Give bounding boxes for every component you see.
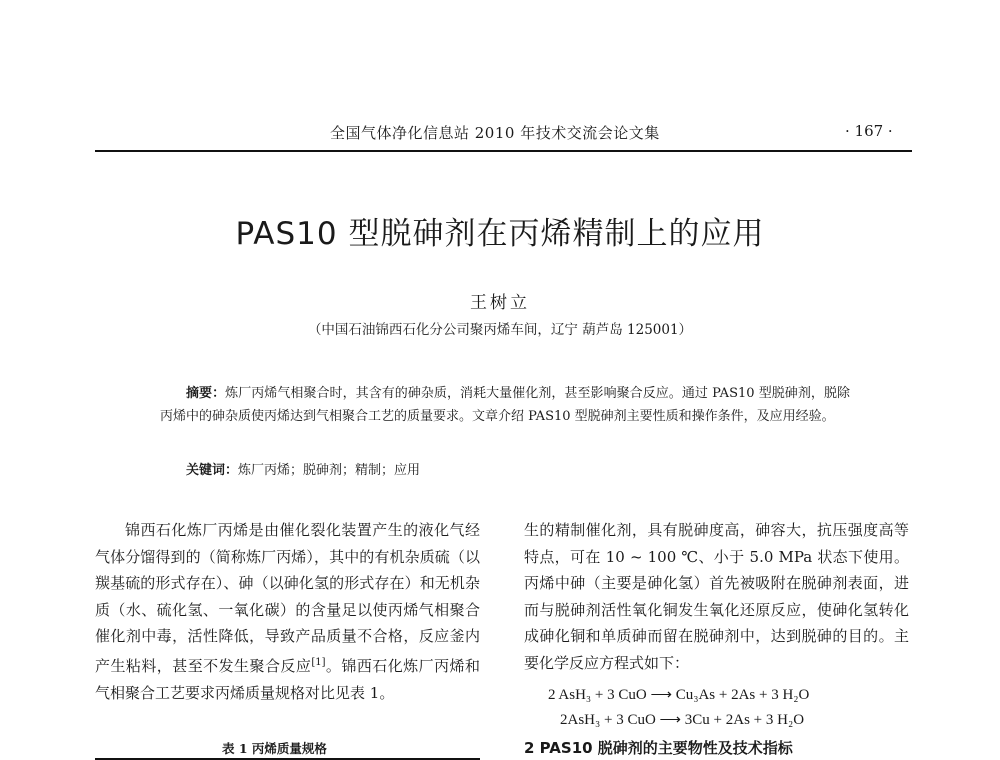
section-heading: 2 PAS10 脱砷剂的主要物性及技术指标 xyxy=(524,739,793,757)
page-number: · 167 · xyxy=(845,122,893,140)
header-rule xyxy=(95,150,912,152)
table-caption: 表 1 丙烯质量规格 xyxy=(222,741,327,756)
keywords-label: 关键词： xyxy=(186,463,239,478)
author-name: 王树立 xyxy=(470,293,530,313)
reference-marker: [1] xyxy=(311,656,326,668)
abstract-label: 摘要： xyxy=(186,386,226,401)
equation-1: 2 AsH₃ + 3 CuO ⟶ Cu₃As + 2As + 3 H₂O xyxy=(548,687,810,703)
right-column-paragraph: 生的精制催化剂，具有脱砷度高，砷容大，抗压强度高等特点，可在 10 ~ 100 ℃、小于 5.0 MPa 状态下使用。丙烯中砷（主要是砷化氢）首先被吸附在脱砷剂表面，进而与脱砷剂活性氧化铜发生氧化还原反应，使砷化氢转化成砷化铜和单质砷而留在脱砷剂中，达到脱砷的目的。主要化学反应方程式如下： xyxy=(524,521,909,672)
paper-title: PAS10 型脱砷剂在丙烯精制上的应用 xyxy=(235,216,765,252)
equation-2: 2AsH₃ + 3 CuO ⟶ 3Cu + 2As + 3 H₂O xyxy=(560,712,805,728)
abstract xyxy=(160,382,850,428)
abstract-text: 炼厂丙烯气相聚合时，其含有的砷杂质，消耗大量催化剂，甚至影响聚合反应。通过 PAS10 型脱砷剂，脱除丙烯中的砷杂质使丙烯达到气相聚合工艺的质量要求。文章介绍 PAS10 型脱砷剂主要性质和操作条件，及应用经验。 xyxy=(160,386,850,424)
keywords-text: 炼厂丙烯；脱砷剂；精制；应用 xyxy=(238,463,421,478)
left-para-a: 锦西石化炼厂丙烯是由催化裂化装置产生的液化气经气体分馏得到的（简称炼厂丙烯），其中的有机杂质硫（以羰基硫的形式存在）、砷（以砷化氢的形式存在）和无机杂质（水、硫化氢、一氧化碳）的含量足以使丙烯气相聚合催化剂中毒，活性降低，导致产品质量不合格，反应釜内产生粘料，甚至不发生聚合反应 xyxy=(95,521,480,675)
left-column-paragraph xyxy=(95,517,480,706)
running-head: 全国气体净化信息站 2010 年技术交流会论文集 xyxy=(330,124,660,142)
keywords xyxy=(186,459,420,478)
left-para-b: 。锦西石化炼厂丙烯和气相聚合工艺要求丙烯质量规格对比见表 1。 xyxy=(95,656,480,702)
author-affiliation: （中国石油锦西石化分公司聚丙烯车间，辽宁 葫芦岛 125001） xyxy=(307,322,693,338)
